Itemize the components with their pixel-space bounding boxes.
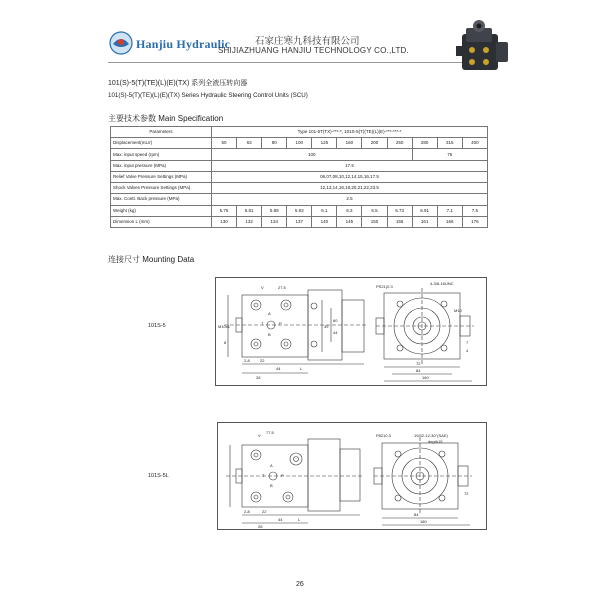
dim-label: L — [298, 517, 301, 522]
dim-label: 44 — [278, 517, 283, 522]
table-cell: 6.5 — [362, 205, 387, 216]
table-cell: 7.1 — [437, 205, 462, 216]
table-cell: 5.75 — [212, 205, 237, 216]
dim-label: 60 — [333, 318, 338, 323]
table-cell: 176 — [462, 216, 487, 227]
shock-label: Shock Valves Pressure Settings (MPa) — [111, 183, 212, 194]
table-row — [111, 138, 488, 149]
table-cell: 100 — [287, 138, 312, 149]
table-cell: 134 — [262, 216, 287, 227]
table-cell: 5.89 — [262, 205, 287, 216]
dim-label: 84 — [414, 512, 419, 517]
table-cell: 280 — [412, 138, 437, 149]
dim-label: 7 — [466, 340, 469, 345]
table-row — [111, 183, 488, 194]
dim-label: L — [300, 366, 303, 371]
table-cell: 125 — [312, 138, 337, 149]
table-row — [111, 171, 488, 182]
table-cell: 150 — [362, 216, 387, 227]
dim-label: 8 — [224, 340, 227, 345]
dim-label: 44 — [276, 366, 281, 371]
pressure-label: Max. input pressure (MPa) — [111, 160, 212, 171]
table-row — [111, 149, 488, 160]
dim-label: 2-8 — [244, 509, 250, 514]
drawing-label-101s-5l: 101S-5L — [148, 473, 169, 479]
page-number: 26 — [296, 581, 304, 588]
table-cell: 50 — [212, 138, 237, 149]
dim-label: 19/32-12-30°(SAE) — [414, 433, 448, 438]
table-cell: 400 — [462, 138, 487, 149]
table-cell: 140 — [312, 216, 337, 227]
table-cell: 6.1 — [312, 205, 337, 216]
dimension-label: Dimension L (mm) — [111, 216, 212, 227]
table-cell: 63 — [237, 138, 262, 149]
table-cell: 160 — [337, 138, 362, 149]
table-cell: 250 — [387, 138, 412, 149]
port-label: T — [262, 473, 265, 478]
dim-label: depth15 — [428, 439, 443, 444]
table-row — [111, 205, 488, 216]
table-cell: 80 — [262, 138, 287, 149]
mounting-heading: 连接尺寸 Mounting Data — [108, 255, 195, 264]
port-label: B — [270, 483, 273, 488]
table-row — [111, 127, 488, 138]
table-cell: 6.73 — [387, 205, 412, 216]
series-title-cn: 101(S)-5(T)(TE)(L)(E)(TX) 系列全液压转向器 — [108, 80, 248, 87]
table-cell: 100 — [212, 149, 413, 160]
spec-table — [110, 126, 488, 228]
dim-label: 84 — [416, 368, 421, 373]
type-cell: Type 101-5T(TX)-***-*, 101S-5(T)(TE)(L)(E)-***-***-* — [212, 127, 488, 138]
weight-label: Weight (kg) — [111, 205, 212, 216]
company-name-cn: 石家庄寒九科技有限公司 — [255, 36, 360, 47]
dim-label: M10x1 — [218, 324, 231, 329]
company-logo — [108, 30, 134, 56]
table-row — [111, 216, 488, 227]
header-divider — [108, 62, 498, 63]
dim-label: 44 — [333, 330, 338, 335]
port-label: P — [281, 473, 284, 478]
dim-label: 39 — [324, 324, 329, 329]
drawing-frame-101s-5 — [215, 277, 487, 386]
dim-label: P8210.3 — [376, 433, 391, 438]
dim-label: 4 — [466, 348, 469, 353]
dim-label: V — [261, 285, 264, 290]
dim-label: 160 — [422, 375, 429, 380]
table-row — [111, 194, 488, 205]
dim-label: 2-8 — [244, 358, 250, 363]
dim-label: 180 — [420, 519, 427, 524]
speed-label: Max. input speed (rpm) — [111, 149, 212, 160]
table-row — [111, 160, 488, 171]
table-cell: 166 — [437, 216, 462, 227]
dim-label: 27.5 — [278, 285, 286, 290]
mounting-drawing-101s-5 — [216, 278, 486, 385]
dim-label: PS21(0.3 — [376, 284, 393, 289]
table-cell: 156 — [387, 216, 412, 227]
spec-heading: 主要技术参数 Main Specification — [108, 114, 224, 123]
dim-label: 22 — [262, 509, 267, 514]
table-cell: 6.91 — [412, 205, 437, 216]
port-label: A — [270, 463, 273, 468]
dim-label: 4-3/8-16UNC — [430, 281, 454, 286]
brand-name: Hanjiu Hydraulic — [136, 37, 231, 51]
table-cell: 06,07,08,10,12,14,15,16,17.5 — [212, 171, 488, 182]
dim-label: 26 — [258, 524, 263, 529]
steering-unit-photo — [452, 20, 512, 78]
relief-label: Relief Valve Pressure Settings (MPa) — [111, 171, 212, 182]
param-label: Parameters — [111, 127, 212, 138]
table-cell: 315 — [437, 138, 462, 149]
table-cell: 5.93 — [287, 205, 312, 216]
dim-label: 22 — [260, 358, 265, 363]
table-cell: 161 — [412, 216, 437, 227]
table-cell: 2.5 — [212, 194, 488, 205]
table-cell: 130 — [212, 216, 237, 227]
dim-label: 72 — [464, 491, 469, 496]
dim-label: V — [258, 433, 261, 438]
table-cell: 137 — [287, 216, 312, 227]
table-cell: 200 — [362, 138, 387, 149]
port-label: B — [268, 332, 271, 337]
table-cell: 7.5 — [462, 205, 487, 216]
table-cell: 6.3 — [337, 205, 362, 216]
series-title-en: 101(S)-5(T)(TE)(L)(E)(TX) Series Hydraulic Steering Control Units (SCU) — [108, 92, 308, 99]
back-label: Max. Contt. Back pressure (MPa) — [111, 194, 212, 205]
drawing-frame-101s-5l — [217, 422, 487, 530]
table-cell: 12,13,14,16,18,20,21,22,23.5 — [212, 183, 488, 194]
port-label: P — [279, 321, 282, 326]
port-label: A — [268, 311, 271, 316]
table-cell: 132 — [237, 216, 262, 227]
dim-label: 26 — [256, 375, 261, 380]
table-cell: 75 — [412, 149, 487, 160]
company-name-en: SHIJIAZHUANG HANJIU TECHNOLOGY CO.,LTD. — [218, 46, 409, 55]
table-cell: 5.81 — [237, 205, 262, 216]
dim-label: 72 — [416, 361, 421, 366]
mounting-drawing-101s-5l — [218, 423, 486, 529]
table-cell: 145 — [337, 216, 362, 227]
dim-label: 77.5 — [266, 430, 274, 435]
drawing-label-101s-5: 101S-5 — [148, 323, 166, 329]
dim-label: M10 — [454, 308, 462, 313]
port-label: T — [261, 321, 264, 326]
table-cell: 17.5 — [212, 160, 488, 171]
displacement-label: Displacement(mL/r) — [111, 138, 212, 149]
